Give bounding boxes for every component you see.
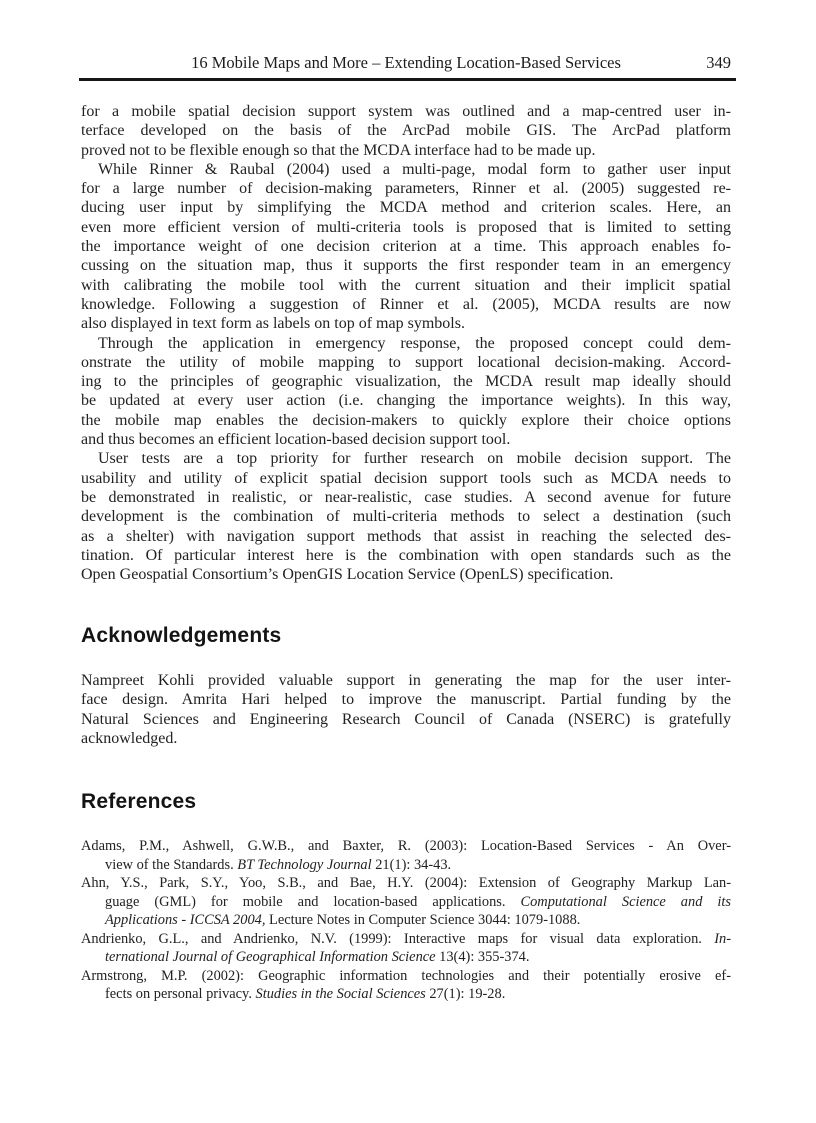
- text-segment: cussing on the situation map, thus it supports the first responder team in an emergency: [81, 257, 731, 275]
- text-segment: terface developed on the basis of the ArcPad mobile GIS. The ArcPad platform: [81, 122, 731, 140]
- text-segment: Through the application in emergency response, the proposed concept could dem-: [98, 334, 731, 352]
- text-segment: the mobile map enables the decision-makers to quickly explore their choice options: [81, 411, 731, 429]
- acknowledgements-text: [81, 671, 731, 748]
- text-segment: onstrate the utility of mobile mapping to support locational decision-making. Accord-: [81, 353, 731, 371]
- paragraph: [81, 334, 731, 450]
- text-segment: BT Technology Journal: [237, 856, 372, 873]
- reference-entry: [81, 930, 731, 967]
- text-segment: Open Geospatial Consortium’s OpenGIS Location Service (OpenLS) specification.: [81, 566, 614, 584]
- text-segment: as a shelter) with navigation support methods that assist in reaching the selected des-: [81, 527, 731, 545]
- text-segment: also displayed in text form as labels on top of map symbols.: [81, 315, 465, 333]
- text-segment: face design. Amrita Hari helped to improve the manuscript. Partial funding by the: [81, 691, 731, 709]
- text-segment: Lecture Notes in Computer Science 3044: 1079-1088.: [265, 912, 581, 928]
- text-segment: be demonstrated in realistic, or near-realistic, case studies. A second avenue for future: [81, 488, 731, 506]
- body-text: [81, 102, 731, 584]
- text-segment: Adams, P.M., Ashwell, G.W.B., and Baxter, R. (2003): Location-Based Services - An Over-: [81, 838, 731, 854]
- text-segment: ternational Journal of Geographical Information Science: [105, 949, 436, 965]
- text-segment: 13(4): 355-374.: [435, 949, 530, 965]
- running-head-title: 16 Mobile Maps and More – Extending Location-Based Services: [191, 53, 621, 72]
- text-segment: fects on personal privacy.: [105, 986, 256, 1002]
- text-segment: be updated at every user action (i.e. changing the importance weights). In this way,: [81, 392, 731, 410]
- text-segment: view of the Standards.: [105, 856, 238, 873]
- text-segment: and thus becomes an efficient location-based decision support tool.: [81, 431, 511, 449]
- running-head: [81, 53, 731, 73]
- text-segment: Nampreet Kohli provided valuable support in generating the map for the user inter-: [81, 672, 731, 689]
- paragraph: [81, 449, 731, 584]
- text-segment: for a large number of decision-making parameters, Rinner et al. (2005) suggested re-: [81, 180, 731, 198]
- acknowledgements-heading: Acknowledgements: [81, 624, 282, 647]
- text-segment: In-: [714, 930, 731, 947]
- header-rule: [79, 78, 736, 81]
- text-segment: the importance weight of one decision criterion at a time. This approach enables fo-: [81, 238, 731, 256]
- text-segment: guage (GML) for mobile and location-based applications.: [105, 893, 521, 910]
- text-segment: Studies in the Social Sciences: [255, 986, 426, 1002]
- text-segment: with calibrating the mobile tool with the current situation and their implicit spatial: [81, 276, 731, 294]
- text-segment: User tests are a top priority for further research on mobile decision support. The: [98, 450, 731, 468]
- text-segment: for a mobile spatial decision support system was outlined and a map-centred user in-: [81, 103, 731, 120]
- paragraph: [81, 102, 731, 160]
- text-segment: knowledge. Following a suggestion of Rinner et al. (2005), MCDA results are now: [81, 295, 731, 313]
- reference-entry: [81, 967, 731, 1004]
- acknowledgements-paragraph: [81, 671, 731, 748]
- text-segment: Andrienko, G.L., and Andrienko, N.V. (1999): Interactive maps for visual data exploration.: [81, 930, 715, 947]
- text-segment: 21(1): 34-43.: [371, 856, 452, 873]
- text-segment: Applications - ICCSA 2004,: [105, 912, 266, 928]
- references-heading: References: [81, 790, 197, 813]
- text-segment: ing to the principles of geographic visualization, the MCDA result map ideally should: [81, 373, 731, 391]
- text-segment: acknowledged.: [81, 729, 178, 747]
- text-segment: Ahn, Y.S., Park, S.Y., Yoo, S.B., and Bae, H.Y. (2004): Extension of Geography Markup Lan-: [81, 875, 731, 891]
- text-segment: usability and utility of explicit spatial decision support tools such as MCDA needs to: [81, 469, 731, 487]
- text-segment: While Rinner & Raubal (2004) used a multi-page, modal form to gather user input: [98, 160, 731, 178]
- text-segment: 27(1): 19-28.: [425, 986, 506, 1002]
- reference-entry: [81, 874, 731, 930]
- text-segment: tination. Of particular interest here is the combination with open standards such as the: [81, 546, 731, 564]
- references-list: [81, 837, 731, 1004]
- page-number: 349: [706, 53, 731, 72]
- text-segment: ducing user input by simplifying the MCDA method and criterion scales. Here, an: [81, 199, 731, 217]
- text-segment: Armstrong, M.P. (2002): Geographic information technologies and their potentially erosive ef-: [81, 967, 731, 984]
- text-segment: development is the combination of multi-criteria methods to select a destination (such: [81, 508, 731, 526]
- paragraph: [81, 160, 731, 334]
- reference-entry: [81, 837, 731, 874]
- text-segment: Natural Sciences and Engineering Research Council of Canada (NSERC) is gratefully: [81, 710, 731, 728]
- text-segment: even more efficient version of multi-criteria tools is proposed that is limited to setting: [81, 218, 731, 236]
- text-segment: Computational Science and its: [520, 893, 731, 910]
- text-segment: proved not to be flexible enough so that the MCDA interface had to be made up.: [81, 141, 596, 159]
